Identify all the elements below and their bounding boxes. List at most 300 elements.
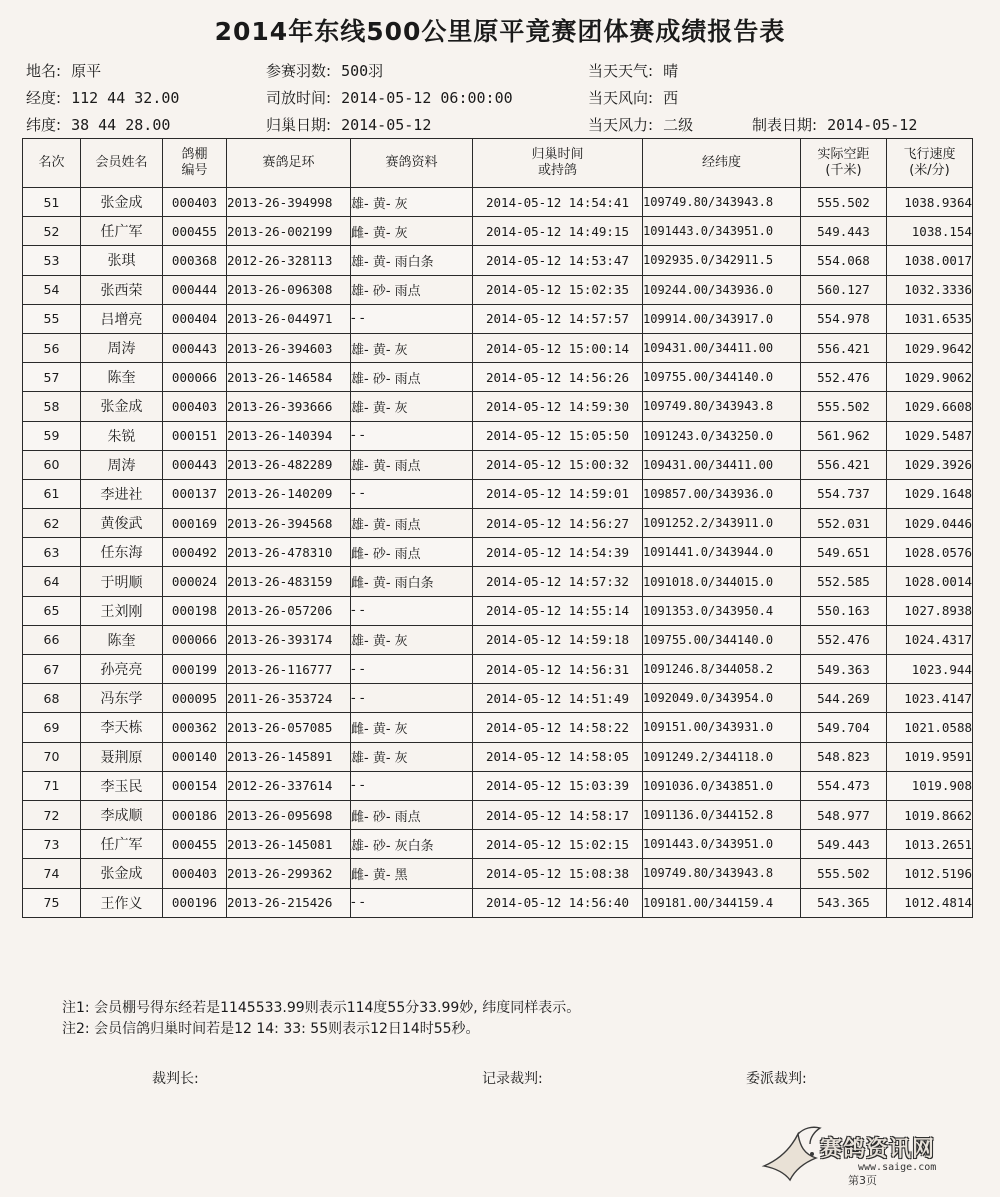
ring-cell: 2013-26-140394: [227, 421, 351, 450]
ring-cell: 2013-26-394998: [227, 188, 351, 217]
info-latitude: [26, 114, 170, 135]
member-cell: 于明顺: [81, 567, 163, 596]
member-cell: 黄俊武: [81, 509, 163, 538]
time-cell: 2014-05-12 14:56:40: [473, 888, 643, 917]
loft-cell: 000403: [163, 392, 227, 421]
loft-cell: 000169: [163, 509, 227, 538]
coord-cell: 1091036.0/343851.0: [643, 771, 801, 800]
speed-cell: 1028.0014: [887, 567, 973, 596]
loft-cell: 000403: [163, 859, 227, 888]
loft-cell: 000362: [163, 713, 227, 742]
info-cell: 雄- 砂- 雨点: [351, 275, 473, 304]
release-time-label: 司放时间:: [266, 89, 332, 107]
release-time-value: 2014-05-12 06:00:00: [341, 89, 513, 107]
speed-cell: 1028.0576: [887, 538, 973, 567]
loft-cell: 000455: [163, 217, 227, 246]
brand-name: 赛鸽资讯网: [820, 1137, 936, 1162]
time-cell: 2014-05-12 15:05:50: [473, 421, 643, 450]
rank-cell: 75: [23, 888, 81, 917]
ring-cell: 2012-26-328113: [227, 246, 351, 275]
location-label: 地名:: [26, 62, 62, 80]
table-row: [23, 450, 973, 479]
time-cell: 2014-05-12 14:54:41: [473, 188, 643, 217]
loft-cell: 000024: [163, 567, 227, 596]
loft-cell: 000368: [163, 246, 227, 275]
coord-cell: 109431.00/34411.00: [643, 333, 801, 362]
col-time: [473, 139, 643, 188]
loft-cell: 000095: [163, 684, 227, 713]
loft-cell: 000137: [163, 479, 227, 508]
distance-cell: 556.421: [801, 450, 887, 479]
col-time-line2: 或持鸽: [537, 163, 577, 178]
member-cell: 李天栋: [81, 713, 163, 742]
info-cell: 雄- 黄- 灰: [351, 625, 473, 654]
longitude-value: 112 44 32.00: [71, 89, 180, 107]
member-cell: 陈奎: [81, 363, 163, 392]
weather-value: 晴: [663, 62, 679, 80]
info-cell: 雌- 黄- 灰: [351, 217, 473, 246]
time-cell: 2014-05-12 14:59:30: [473, 392, 643, 421]
distance-cell: 554.978: [801, 304, 887, 333]
distance-cell: 549.443: [801, 830, 887, 859]
col-ring: 赛鸽足环: [227, 139, 351, 188]
info-cell: - -: [351, 771, 473, 800]
distance-cell: 554.737: [801, 479, 887, 508]
member-cell: 周涛: [81, 450, 163, 479]
coord-cell: 1091353.0/343950.4: [643, 596, 801, 625]
ring-cell: 2013-26-044971: [227, 304, 351, 333]
info-birds: [266, 60, 383, 81]
time-cell: 2014-05-12 14:58:17: [473, 800, 643, 829]
speed-cell: 1021.0588: [887, 713, 973, 742]
loft-cell: 000066: [163, 625, 227, 654]
member-cell: 张琪: [81, 246, 163, 275]
distance-cell: 552.476: [801, 363, 887, 392]
ring-cell: 2013-26-057085: [227, 713, 351, 742]
coord-cell: 1091018.0/344015.0: [643, 567, 801, 596]
speed-cell: 1031.6535: [887, 304, 973, 333]
info-cell: 雄- 黄- 灰: [351, 333, 473, 362]
time-cell: 2014-05-12 14:49:15: [473, 217, 643, 246]
info-wind-direction: [588, 87, 678, 108]
speed-cell: 1029.5487: [887, 421, 973, 450]
info-cell: 雌- 砂- 雨点: [351, 800, 473, 829]
results-table: [22, 138, 973, 918]
time-cell: 2014-05-12 14:59:01: [473, 479, 643, 508]
info-cell: 雄- 黄- 雨点: [351, 509, 473, 538]
birds-label: 参赛羽数:: [266, 62, 332, 80]
speed-cell: 1023.944: [887, 655, 973, 684]
time-cell: 2014-05-12 15:00:14: [473, 333, 643, 362]
time-cell: 2014-05-12 14:58:22: [473, 713, 643, 742]
table-row: [23, 275, 973, 304]
distance-cell: 548.823: [801, 742, 887, 771]
wind-force-value: 二级: [663, 116, 694, 134]
time-cell: 2014-05-12 15:02:15: [473, 830, 643, 859]
info-cell: - -: [351, 479, 473, 508]
info-cell: 雄- 黄- 雨白条: [351, 246, 473, 275]
speed-cell: 1019.8662: [887, 800, 973, 829]
coord-cell: 1092049.0/343954.0: [643, 684, 801, 713]
loft-cell: 000066: [163, 363, 227, 392]
rank-cell: 58: [23, 392, 81, 421]
speed-cell: 1019.9591: [887, 742, 973, 771]
distance-cell: 560.127: [801, 275, 887, 304]
time-cell: 2014-05-12 15:03:39: [473, 771, 643, 800]
time-cell: 2014-05-12 14:51:49: [473, 684, 643, 713]
info-cell: 雄- 黄- 雨点: [351, 450, 473, 479]
note-2: 注2: 会员信鸽归巢时间若是12 14: 33: 55则表示12日14时55秒。: [62, 1021, 480, 1037]
distance-cell: 543.365: [801, 888, 887, 917]
coord-cell: 1091252.2/343911.0: [643, 509, 801, 538]
table-row: [23, 859, 973, 888]
ring-cell: 2013-26-299362: [227, 859, 351, 888]
signature-assigned: 委派裁判:: [746, 1071, 807, 1087]
coord-cell: 1092935.0/342911.5: [643, 246, 801, 275]
made-date-value: 2014-05-12: [827, 116, 918, 134]
speed-cell: 1029.0446: [887, 509, 973, 538]
coord-cell: 109857.00/343936.0: [643, 479, 801, 508]
speed-cell: 1029.9062: [887, 363, 973, 392]
time-cell: 2014-05-12 15:00:32: [473, 450, 643, 479]
table-row: [23, 800, 973, 829]
info-cell: - -: [351, 655, 473, 684]
member-cell: 张金成: [81, 859, 163, 888]
speed-cell: 1038.0017: [887, 246, 973, 275]
distance-cell: 549.704: [801, 713, 887, 742]
member-cell: 陈奎: [81, 625, 163, 654]
table-row: [23, 771, 973, 800]
time-cell: 2014-05-12 14:56:27: [473, 509, 643, 538]
distance-cell: 549.443: [801, 217, 887, 246]
wind-direction-value: 西: [663, 89, 679, 107]
rank-cell: 60: [23, 450, 81, 479]
table-row: [23, 742, 973, 771]
loft-cell: 000443: [163, 450, 227, 479]
ring-cell: 2013-26-478310: [227, 538, 351, 567]
ring-cell: 2013-26-215426: [227, 888, 351, 917]
col-speed: [887, 139, 973, 188]
member-cell: 李成顺: [81, 800, 163, 829]
loft-cell: 000186: [163, 800, 227, 829]
info-weather: [588, 60, 678, 81]
member-cell: 张金成: [81, 188, 163, 217]
member-cell: 任广军: [81, 217, 163, 246]
coord-cell: 109431.00/34411.00: [643, 450, 801, 479]
table-row: [23, 509, 973, 538]
rank-cell: 64: [23, 567, 81, 596]
info-cell: - -: [351, 596, 473, 625]
speed-cell: 1013.2651: [887, 830, 973, 859]
distance-cell: 552.585: [801, 567, 887, 596]
rank-cell: 68: [23, 684, 81, 713]
longitude-label: 经度:: [26, 89, 62, 107]
loft-cell: 000199: [163, 655, 227, 684]
time-cell: 2014-05-12 15:02:35: [473, 275, 643, 304]
member-cell: 任东海: [81, 538, 163, 567]
loft-cell: 000198: [163, 596, 227, 625]
rank-cell: 74: [23, 859, 81, 888]
coord-cell: 109749.80/343943.8: [643, 392, 801, 421]
page-number: 第3页: [848, 1174, 877, 1187]
distance-cell: 555.502: [801, 188, 887, 217]
ring-cell: 2012-26-337614: [227, 771, 351, 800]
info-cell: 雄- 砂- 灰白条: [351, 830, 473, 859]
info-cell: 雌- 黄- 灰: [351, 713, 473, 742]
loft-cell: 000154: [163, 771, 227, 800]
wind-force-label: 当天风力:: [588, 116, 654, 134]
rank-cell: 67: [23, 655, 81, 684]
speed-cell: 1024.4317: [887, 625, 973, 654]
rank-cell: 73: [23, 830, 81, 859]
time-cell: 2014-05-12 15:08:38: [473, 859, 643, 888]
distance-cell: 561.962: [801, 421, 887, 450]
distance-cell: 552.476: [801, 625, 887, 654]
info-cell: 雌- 黄- 雨白条: [351, 567, 473, 596]
ring-cell: 2013-26-394603: [227, 333, 351, 362]
table-row: [23, 479, 973, 508]
member-cell: 李进社: [81, 479, 163, 508]
info-cell: 雌- 黄- 黑: [351, 859, 473, 888]
col-loft-line2: 编号: [181, 163, 208, 178]
time-cell: 2014-05-12 14:56:26: [473, 363, 643, 392]
table-row: [23, 567, 973, 596]
time-cell: 2014-05-12 14:57:32: [473, 567, 643, 596]
rank-cell: 59: [23, 421, 81, 450]
rank-cell: 70: [23, 742, 81, 771]
speed-cell: 1029.9642: [887, 333, 973, 362]
col-time-line1: 归巢时间: [531, 147, 584, 162]
ring-cell: 2013-26-057206: [227, 596, 351, 625]
table-header-row: [23, 139, 973, 188]
distance-cell: 555.502: [801, 859, 887, 888]
rank-cell: 57: [23, 363, 81, 392]
coord-cell: 109181.00/344159.4: [643, 888, 801, 917]
distance-cell: 552.031: [801, 509, 887, 538]
speed-cell: 1019.908: [887, 771, 973, 800]
ring-cell: 2013-26-145081: [227, 830, 351, 859]
speed-cell: 1038.154: [887, 217, 973, 246]
time-cell: 2014-05-12 14:57:57: [473, 304, 643, 333]
speed-cell: 1023.4147: [887, 684, 973, 713]
time-cell: 2014-05-12 14:58:05: [473, 742, 643, 771]
loft-cell: 000492: [163, 538, 227, 567]
distance-cell: 555.502: [801, 392, 887, 421]
latitude-label: 纬度:: [26, 116, 62, 134]
rank-cell: 63: [23, 538, 81, 567]
ring-cell: 2013-26-116777: [227, 655, 351, 684]
table-row: [23, 713, 973, 742]
table-row: [23, 421, 973, 450]
loft-cell: 000196: [163, 888, 227, 917]
loft-cell: 000151: [163, 421, 227, 450]
col-distance-line2: (千米): [825, 163, 862, 178]
time-cell: 2014-05-12 14:59:18: [473, 625, 643, 654]
rank-cell: 54: [23, 275, 81, 304]
distance-cell: 556.421: [801, 333, 887, 362]
coord-cell: 1091443.0/343951.0: [643, 830, 801, 859]
speed-cell: 1029.1648: [887, 479, 973, 508]
table-row: [23, 888, 973, 917]
coord-cell: 1091441.0/343944.0: [643, 538, 801, 567]
member-cell: 冯东学: [81, 684, 163, 713]
table-row: [23, 246, 973, 275]
col-speed-line1: 飞行速度: [903, 147, 956, 162]
info-wind-force: [588, 114, 693, 135]
brand-url: www.saige.com: [858, 1162, 937, 1173]
distance-cell: 549.363: [801, 655, 887, 684]
loft-cell: 000404: [163, 304, 227, 333]
ring-cell: 2013-26-393174: [227, 625, 351, 654]
col-distance-line1: 实际空距: [817, 147, 870, 162]
info-cell: - -: [351, 888, 473, 917]
table-row: [23, 304, 973, 333]
rank-cell: 62: [23, 509, 81, 538]
wind-direction-label: 当天风向:: [588, 89, 654, 107]
distance-cell: 550.163: [801, 596, 887, 625]
birds-value: 500羽: [341, 62, 384, 80]
ring-cell: 2013-26-394568: [227, 509, 351, 538]
speed-cell: 1038.9364: [887, 188, 973, 217]
rank-cell: 61: [23, 479, 81, 508]
info-location: [26, 60, 101, 81]
ring-cell: 2013-26-095698: [227, 800, 351, 829]
col-coord: 经纬度: [643, 139, 801, 188]
coord-cell: 1091249.2/344118.0: [643, 742, 801, 771]
ring-cell: 2013-26-002199: [227, 217, 351, 246]
note-1: 注1: 会员棚号得东经若是1145533.99则表示114度55分33.99妙, 纬度同样表示。: [62, 1000, 581, 1016]
speed-cell: 1029.6608: [887, 392, 973, 421]
member-cell: 张西荣: [81, 275, 163, 304]
coord-cell: 109755.00/344140.0: [643, 625, 801, 654]
coord-cell: 1091443.0/343951.0: [643, 217, 801, 246]
coord-cell: 109755.00/344140.0: [643, 363, 801, 392]
page-title: 2014年东线500公里原平竟赛团体赛成绩报告表: [214, 17, 786, 46]
rank-cell: 51: [23, 188, 81, 217]
coord-cell: 109749.80/343943.8: [643, 188, 801, 217]
latitude-value: 38 44 28.00: [71, 116, 171, 134]
col-rank: 名次: [23, 139, 81, 188]
ring-cell: 2013-26-482289: [227, 450, 351, 479]
member-cell: 王作义: [81, 888, 163, 917]
distance-cell: 549.651: [801, 538, 887, 567]
col-info: 赛鸽资料: [351, 139, 473, 188]
coord-cell: 109914.00/343917.0: [643, 304, 801, 333]
coord-cell: 109151.00/343931.0: [643, 713, 801, 742]
member-cell: 任广军: [81, 830, 163, 859]
member-cell: 聂荆原: [81, 742, 163, 771]
member-cell: 孙亮亮: [81, 655, 163, 684]
loft-cell: 000444: [163, 275, 227, 304]
info-cell: 雄- 砂- 雨点: [351, 363, 473, 392]
coord-cell: 109244.00/343936.0: [643, 275, 801, 304]
col-member: 会员姓名: [81, 139, 163, 188]
time-cell: 2014-05-12 14:55:14: [473, 596, 643, 625]
distance-cell: 548.977: [801, 800, 887, 829]
info-cell: - -: [351, 684, 473, 713]
col-loft-line1: 鸽棚: [181, 147, 208, 162]
info-cell: 雌- 砂- 雨点: [351, 538, 473, 567]
ring-cell: 2013-26-145891: [227, 742, 351, 771]
rank-cell: 55: [23, 304, 81, 333]
info-cell: - -: [351, 421, 473, 450]
location-value: 原平: [71, 62, 102, 80]
info-cell: 雄- 黄- 灰: [351, 742, 473, 771]
table-row: [23, 655, 973, 684]
table-row: [23, 538, 973, 567]
made-date-label: 制表日期:: [752, 116, 818, 134]
speed-cell: 1027.8938: [887, 596, 973, 625]
weather-label: 当天天气:: [588, 62, 654, 80]
member-cell: 周涛: [81, 333, 163, 362]
loft-cell: 000403: [163, 188, 227, 217]
rank-cell: 65: [23, 596, 81, 625]
time-cell: 2014-05-12 14:53:47: [473, 246, 643, 275]
rank-cell: 56: [23, 333, 81, 362]
table-row: [23, 363, 973, 392]
speed-cell: 1029.3926: [887, 450, 973, 479]
member-cell: 李玉民: [81, 771, 163, 800]
col-loft: [163, 139, 227, 188]
member-cell: 吕增亮: [81, 304, 163, 333]
info-cell: - -: [351, 304, 473, 333]
member-cell: 王刘刚: [81, 596, 163, 625]
loft-cell: 000443: [163, 333, 227, 362]
ring-cell: 2011-26-353724: [227, 684, 351, 713]
table-row: [23, 188, 973, 217]
ring-cell: 2013-26-146584: [227, 363, 351, 392]
rank-cell: 69: [23, 713, 81, 742]
rank-cell: 53: [23, 246, 81, 275]
distance-cell: 554.068: [801, 246, 887, 275]
table-row: [23, 684, 973, 713]
speed-cell: 1012.4814: [887, 888, 973, 917]
table-row: [23, 333, 973, 362]
signature-recorder: 记录裁判:: [482, 1071, 543, 1087]
table-row: [23, 596, 973, 625]
distance-cell: 554.473: [801, 771, 887, 800]
member-cell: 朱锐: [81, 421, 163, 450]
ring-cell: 2013-26-140209: [227, 479, 351, 508]
table-row: [23, 392, 973, 421]
rank-cell: 71: [23, 771, 81, 800]
coord-cell: 1091246.8/344058.2: [643, 655, 801, 684]
return-date-label: 归巢日期:: [266, 116, 332, 134]
info-release-time: [266, 87, 513, 108]
coord-cell: 109749.80/343943.8: [643, 859, 801, 888]
loft-cell: 000455: [163, 830, 227, 859]
coord-cell: 1091243.0/343250.0: [643, 421, 801, 450]
rank-cell: 66: [23, 625, 81, 654]
info-longitude: [26, 87, 179, 108]
time-cell: 2014-05-12 14:54:39: [473, 538, 643, 567]
info-return-date: [266, 114, 431, 135]
distance-cell: 544.269: [801, 684, 887, 713]
table-row: [23, 625, 973, 654]
rank-cell: 52: [23, 217, 81, 246]
rank-cell: 72: [23, 800, 81, 829]
ring-cell: 2013-26-096308: [227, 275, 351, 304]
table-row: [23, 830, 973, 859]
info-made-date: [752, 114, 917, 135]
col-speed-line2: (米/分): [909, 163, 950, 178]
speed-cell: 1032.3336: [887, 275, 973, 304]
info-cell: 雄- 黄- 灰: [351, 392, 473, 421]
table-row: [23, 217, 973, 246]
info-cell: 雄- 黄- 灰: [351, 188, 473, 217]
speed-cell: 1012.5196: [887, 859, 973, 888]
loft-cell: 000140: [163, 742, 227, 771]
